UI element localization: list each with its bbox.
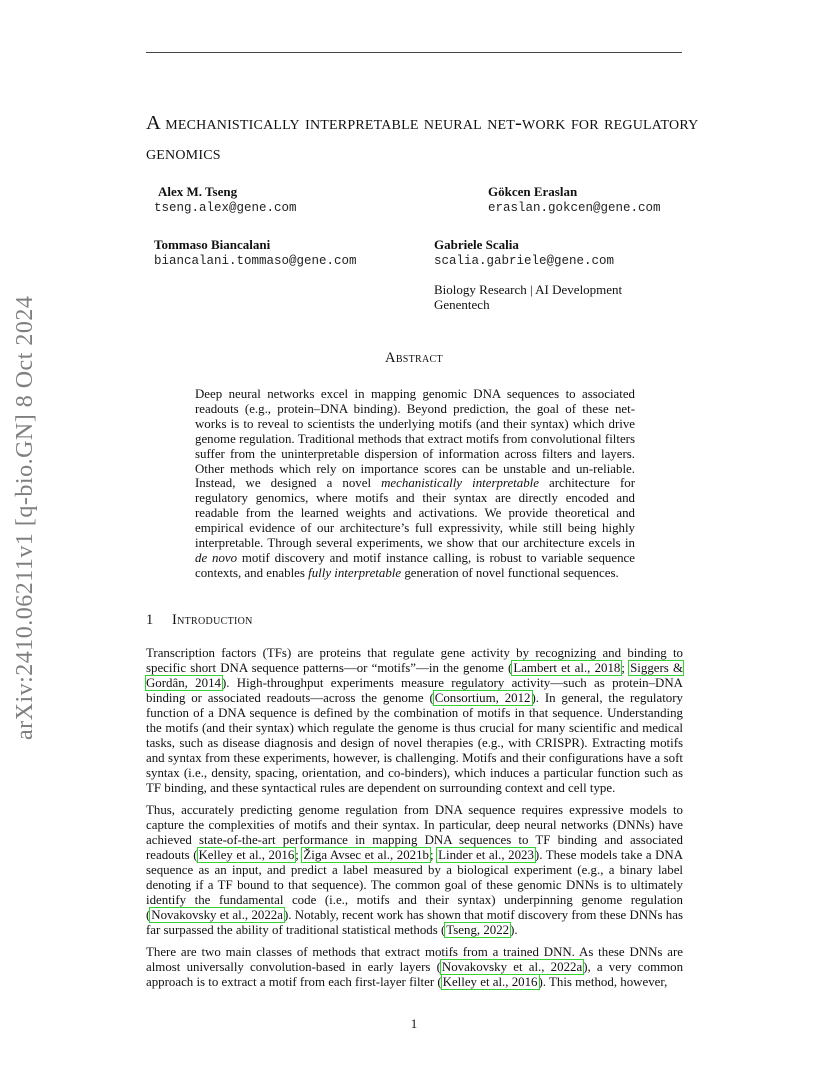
paper-title: A mechanistically interpretable neural net-work for regulatory genomics [146, 112, 699, 164]
author-block-2 [488, 184, 661, 216]
citation-link[interactable]: Lambert et al., 2018 [513, 660, 621, 675]
author-email[interactable]: scalia.gabriele@gene.com [434, 254, 615, 268]
citation-link[interactable]: Novakovsky et al., 2022a [151, 907, 283, 922]
citation-link[interactable]: Kelley et al., 2016 [198, 847, 295, 862]
arxiv-stamp[interactable]: arXiv:2410.06211v1 [q-bio.GN] 8 Oct 2024 [12, 295, 38, 740]
author-name: Tommaso Biancalani [154, 237, 271, 252]
affiliation-line: Genentech [434, 297, 490, 312]
abstract-heading: Abstract [385, 350, 443, 366]
author-name: Gökcen Eraslan [488, 184, 578, 199]
author-email[interactable]: eraslan.gokcen@gene.com [488, 201, 661, 215]
affiliation-line: Biology Research | AI Development [434, 282, 623, 297]
author-email[interactable]: biancalani.tommaso@gene.com [154, 254, 357, 268]
abstract-text: Deep neural networks excel in mapping genomic DNA sequences to associated readouts (e.g., protein–DNA binding). Beyond prediction, the goal of these net-works is to reveal to scientists the underlying motifs (and their syntax) which drive genome regulation. Traditional methods that extract motifs from convolutional filters suffer from the uninterpretable dispersion of information across filters and layers. Other methods which rely on importance scores can be unstable and un-reliable. Instead, we designed a novel mechanistically interpretable architecture for regulatory genomics, where motifs and their syntax are directly encoded and readable from the learned weights and activations. We provide theoretical and empirical evidence of our architecture’s full expressivity, while still being highly interpretable. Through several experiments, we show that our architecture excels in de novo motif discovery and motif instance calling, is robust to variable sequence contexts, and enables fully interpretable generation of novel functional sequences. [195, 387, 635, 580]
citation-link[interactable]: Žiga Avsec et al., 2021b [303, 847, 429, 862]
section-number: 1 [146, 612, 154, 628]
section-title: Introduction [172, 612, 253, 628]
author-email[interactable]: tseng.alex@gene.com [154, 201, 297, 215]
author-block-1 [154, 184, 297, 216]
body-paragraph: There are two main classes of methods that extract motifs from a trained DNN. As these DNNs are almost universally convolution-based in early layers (Novakovsky et al., 2022a), a very common approach is to extract a motif from each first-layer filter (Kelley et al., 2016). This method, however, [146, 945, 684, 989]
section-heading [146, 612, 253, 629]
author-name: Gabriele Scalia [434, 237, 519, 252]
citation-link[interactable]: Kelley et al., 2016 [442, 974, 538, 989]
citation-link[interactable]: Novakovsky et al., 2022a [441, 959, 583, 974]
body-paragraph: Transcription factors (TFs) are proteins that regulate gene activity by recognizing and binding to specific short DNA sequence patterns—or “motifs”—in the genome (Lambert et al., 2018; Siggers & Gordân, 2014). High-throughput experiments measure regulatory activity—such as protein–DNA binding or associated readouts—across the genome (Consortium, 2012). In general, the regulatory function of a DNA sequence is defined by the combination of motifs in that sequence. Understanding the motifs (and their syntax) which regulate the genome is thus crucial for many scientific and medical tasks, such as disease diagnosis and design of novel therapies (e.g., with CRISPR). Extracting motifs and syntax from these experiments, however, is challenging. Motifs and their configurations have a soft syntax (i.e., density, spacing, orientation, and co-binders), which induces a particular function such as TF binding, and these syntactical rules are dependent on surrounding context and cell type. [146, 646, 684, 795]
author-name: Alex M. Tseng [158, 184, 238, 199]
affiliation [434, 282, 622, 312]
body-paragraph: Thus, accurately predicting genome regulation from DNA sequence requires expressive models to capture the complexities of motifs and their syntax. In particular, deep neural networks (DNNs) have achieved state-of-the-art performance in mapping DNA sequences to TF binding and associated readouts (Kelley et al., 2016; Žiga Avsec et al., 2021b; Linder et al., 2023). These models take a DNA sequence as an input, and predict a label measured by a biological experiment (e.g., a binary label denoting if a TF bound to that sequence). The common goal of these genomic DNNs is to ultimately identify the fundamental code (i.e., motifs and their syntax) underpinning genome regulation (Novakovsky et al., 2022a). Notably, recent work has shown that motif discovery from these DNNs has far surpassed the ability of traditional statistical methods (Tseng, 2022). [146, 803, 683, 937]
citation-link[interactable]: Linder et al., 2023 [438, 847, 534, 862]
author-block-3 [154, 237, 357, 269]
author-block-4 [434, 237, 614, 269]
citation-link[interactable]: Tseng, 2022 [446, 922, 510, 937]
citation-link[interactable]: Siggers & Gordân, 2014 [146, 660, 684, 690]
page-number: 1 [410, 1016, 418, 1031]
citation-link[interactable]: Consortium, 2012 [434, 690, 531, 705]
header-rule [146, 52, 682, 53]
